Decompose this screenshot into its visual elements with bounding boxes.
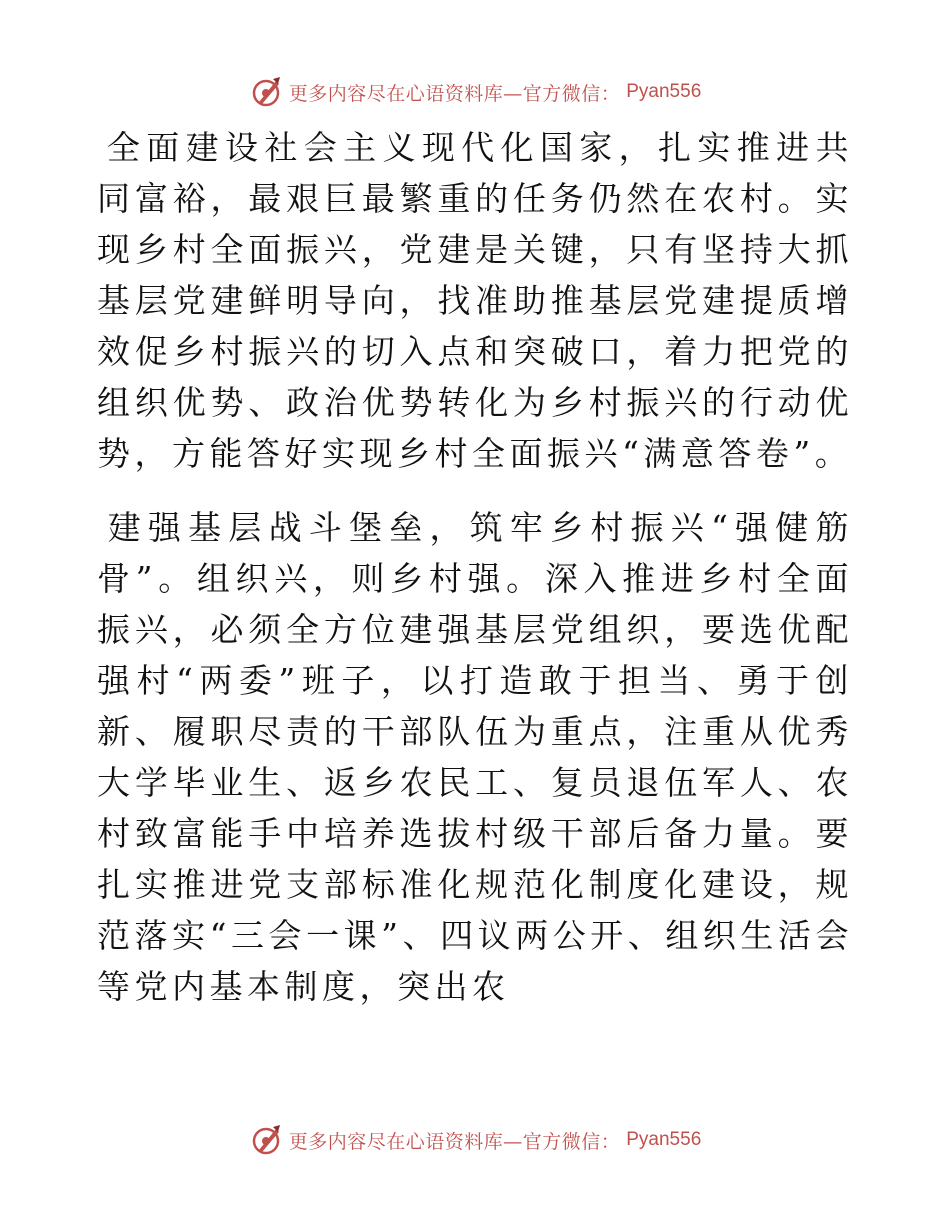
document-body xyxy=(97,122,853,1012)
quill-logo-icon xyxy=(249,75,283,109)
paragraph-text: 建强基层战斗堡垒，筑牢乡村振兴“强健筋骨”。组织兴，则乡村强。深入推进乡村全面振兴，必须全方位建强基层党组织，要选优配强村“两委”班子，以打造敢于担当、勇于创新、履职尽责的干部队伍为重点，注重从优秀大学毕业生、返乡农民工、复员退伍军人、农村致富能手中培养选拔村级干部后备力量。要扎实推进党支部标准化规范化制度化建设，规范落实“三会一课”、四议两公开、组织生活会等党内基本制度，突出农 xyxy=(97,508,853,1006)
header-watermark xyxy=(0,72,950,112)
watermark-text: 更多内容尽在心语资料库—官方微信： xyxy=(288,1130,621,1153)
watermark-wechat-id: Pyan556 xyxy=(626,1129,702,1150)
watermark-wechat-id: Pyan556 xyxy=(626,81,702,102)
quill-logo-icon xyxy=(249,1123,283,1157)
paragraph-text: 全面建设社会主义现代化国家，扎实推进共同富裕，最艰巨最繁重的任务仍然在农村。实现乡村全面振兴，党建是关键，只有坚持大抓基层党建鲜明导向，找准助推基层党建提质增效促乡村振兴的切入点和突破口，着力把党的组织优势、政治优势转化为乡村振兴的行动优势，方能答好实现乡村全面振兴“满意答卷”。 xyxy=(97,128,853,473)
watermark-text: 更多内容尽在心语资料库—官方微信： xyxy=(288,82,621,105)
paragraph xyxy=(97,502,853,1012)
paragraph xyxy=(97,122,853,479)
footer-watermark xyxy=(0,1120,950,1160)
